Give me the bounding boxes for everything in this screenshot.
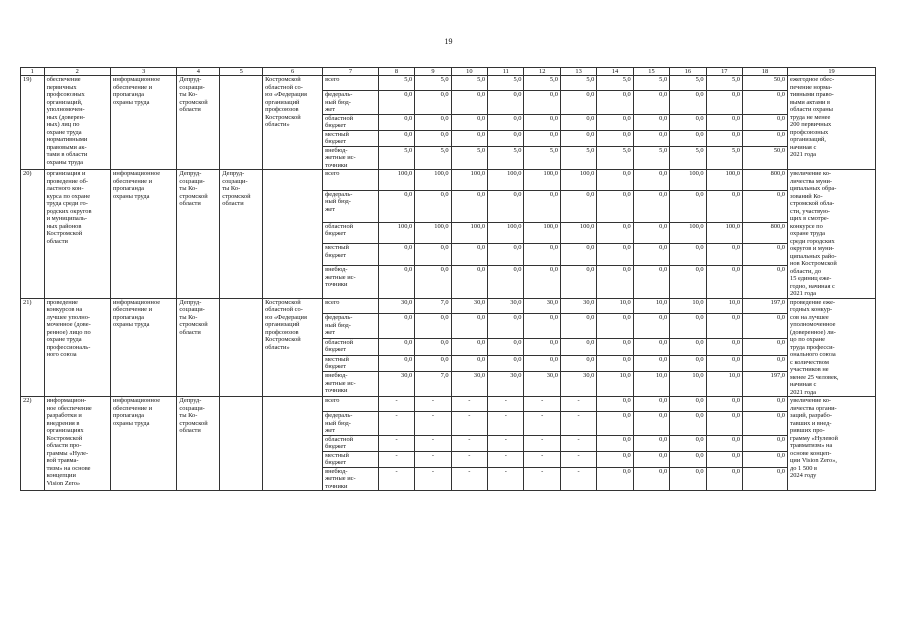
amount-cell: 0,0 bbox=[488, 244, 524, 266]
amount-cell: 0,0 bbox=[633, 314, 669, 339]
amount-cell: 0,0 bbox=[743, 451, 788, 467]
amount-cell: 0,0 bbox=[597, 130, 633, 146]
amount-cell: 0,0 bbox=[597, 451, 633, 467]
amount-cell: 10,0 bbox=[597, 298, 633, 314]
amount-cell: 30,0 bbox=[488, 298, 524, 314]
amount-cell: 0,0 bbox=[378, 190, 414, 222]
amount-cell: 100,0 bbox=[378, 222, 414, 244]
amount-cell: 100,0 bbox=[524, 170, 560, 191]
header-cell: 3 bbox=[110, 68, 176, 76]
amount-cell: 0,0 bbox=[706, 467, 742, 491]
amount-cell: - bbox=[378, 467, 414, 491]
amount-cell: 100,0 bbox=[560, 170, 596, 191]
amount-cell: 0,0 bbox=[524, 355, 560, 372]
item-number-cell: 22) bbox=[21, 397, 45, 491]
amount-cell: 100,0 bbox=[524, 222, 560, 244]
amount-cell: 0,0 bbox=[451, 114, 487, 130]
amount-cell: 0,0 bbox=[706, 435, 742, 451]
header-cell: 7 bbox=[323, 68, 379, 76]
amount-cell: 0,0 bbox=[378, 314, 414, 339]
amount-cell: 0,0 bbox=[597, 244, 633, 266]
amount-cell: - bbox=[415, 412, 451, 436]
amount-cell: 800,0 bbox=[743, 222, 788, 244]
header-cell: 6 bbox=[263, 68, 323, 76]
funding-source-cell: федераль- ный бюд- жет bbox=[323, 91, 379, 115]
funding-source-cell: местный бюджет bbox=[323, 355, 379, 372]
amount-cell: 0,0 bbox=[670, 412, 706, 436]
header-cell: 19 bbox=[788, 68, 876, 76]
amount-cell: 0,0 bbox=[670, 435, 706, 451]
amount-cell: 10,0 bbox=[633, 298, 669, 314]
funding-source-cell: местный бюджет bbox=[323, 130, 379, 146]
amount-cell: 0,0 bbox=[633, 467, 669, 491]
amount-cell: 100,0 bbox=[706, 222, 742, 244]
amount-cell: 100,0 bbox=[378, 170, 414, 191]
amount-cell: 0,0 bbox=[743, 114, 788, 130]
amount-cell: 0,0 bbox=[633, 222, 669, 244]
amount-cell: 30,0 bbox=[378, 298, 414, 314]
amount-cell: 0,0 bbox=[597, 412, 633, 436]
item-number-cell: 19) bbox=[21, 76, 45, 170]
funding-source-cell: федераль- ный бюд- жет bbox=[323, 412, 379, 436]
amount-cell: 0,0 bbox=[633, 114, 669, 130]
amount-cell: 0,0 bbox=[560, 355, 596, 372]
amount-cell: - bbox=[488, 412, 524, 436]
amount-cell: 0,0 bbox=[597, 170, 633, 191]
item-number-cell: 20) bbox=[21, 170, 45, 299]
amount-cell: - bbox=[560, 467, 596, 491]
amount-cell: 5,0 bbox=[378, 76, 414, 91]
amount-cell: 0,0 bbox=[415, 314, 451, 339]
amount-cell: 10,0 bbox=[706, 372, 742, 397]
amount-cell: 0,0 bbox=[415, 190, 451, 222]
amount-cell: 100,0 bbox=[560, 222, 596, 244]
amount-cell: 0,0 bbox=[706, 355, 742, 372]
table-header bbox=[21, 68, 876, 76]
amount-cell: 0,0 bbox=[488, 91, 524, 115]
funding-source-cell: областной бюджет bbox=[323, 114, 379, 130]
amount-cell: 0,0 bbox=[560, 338, 596, 355]
amount-cell: 0,0 bbox=[743, 355, 788, 372]
amount-cell: 5,0 bbox=[706, 76, 742, 91]
amount-cell: 100,0 bbox=[415, 222, 451, 244]
header-cell: 18 bbox=[743, 68, 788, 76]
funding-source-cell: областной бюджет bbox=[323, 222, 379, 244]
amount-cell: 100,0 bbox=[670, 170, 706, 191]
amount-cell: 0,0 bbox=[670, 190, 706, 222]
amount-cell: 0,0 bbox=[633, 130, 669, 146]
funding-source-cell: всего bbox=[323, 397, 379, 412]
amount-cell: 0,0 bbox=[670, 467, 706, 491]
amount-cell: 0,0 bbox=[633, 451, 669, 467]
co-executor-cell bbox=[220, 397, 263, 491]
header-cell: 4 bbox=[177, 68, 220, 76]
amount-cell: 0,0 bbox=[560, 190, 596, 222]
amount-cell: 197,0 bbox=[743, 298, 788, 314]
amount-cell: - bbox=[524, 435, 560, 451]
amount-cell: 0,0 bbox=[597, 338, 633, 355]
amount-cell: 5,0 bbox=[451, 76, 487, 91]
header-cell: 17 bbox=[706, 68, 742, 76]
amount-cell: - bbox=[524, 451, 560, 467]
table-body bbox=[21, 76, 876, 491]
amount-cell: 0,0 bbox=[597, 114, 633, 130]
amount-cell: 0,0 bbox=[488, 190, 524, 222]
amount-cell: 30,0 bbox=[451, 372, 487, 397]
amount-cell: - bbox=[560, 435, 596, 451]
amount-cell: 0,0 bbox=[597, 91, 633, 115]
amount-cell: 0,0 bbox=[670, 338, 706, 355]
participant-cell: Костромской областной со- юз «Федерация организаций профсоюзов Костромской области» bbox=[263, 298, 323, 397]
amount-cell: - bbox=[451, 397, 487, 412]
header-cell: 10 bbox=[451, 68, 487, 76]
amount-cell: 0,0 bbox=[743, 266, 788, 298]
funding-source-cell: всего bbox=[323, 76, 379, 91]
amount-cell: 0,0 bbox=[670, 114, 706, 130]
amount-cell: 0,0 bbox=[597, 467, 633, 491]
header-row bbox=[21, 68, 876, 76]
amount-cell: 10,0 bbox=[706, 298, 742, 314]
amount-cell: 0,0 bbox=[524, 244, 560, 266]
amount-cell: 0,0 bbox=[633, 355, 669, 372]
amount-cell: 100,0 bbox=[451, 222, 487, 244]
amount-cell: 0,0 bbox=[670, 91, 706, 115]
amount-cell: - bbox=[451, 412, 487, 436]
amount-cell: - bbox=[488, 467, 524, 491]
amount-cell: 0,0 bbox=[451, 190, 487, 222]
amount-cell: 5,0 bbox=[670, 146, 706, 170]
amount-cell: 0,0 bbox=[597, 314, 633, 339]
amount-cell: 5,0 bbox=[597, 146, 633, 170]
table-row bbox=[21, 170, 876, 191]
amount-cell: 0,0 bbox=[378, 114, 414, 130]
amount-cell: 0,0 bbox=[597, 355, 633, 372]
funding-source-cell: внебюд- жетные ис- точники bbox=[323, 146, 379, 170]
amount-cell: 0,0 bbox=[706, 338, 742, 355]
funding-source-cell: областной бюджет bbox=[323, 338, 379, 355]
amount-cell: 30,0 bbox=[451, 298, 487, 314]
amount-cell: 0,0 bbox=[560, 114, 596, 130]
amount-cell: 0,0 bbox=[378, 244, 414, 266]
responsible-executor-cell: Депруд- соцзащи- ты Ко- стромской области bbox=[177, 170, 220, 299]
amount-cell: 0,0 bbox=[524, 266, 560, 298]
amount-cell: - bbox=[415, 451, 451, 467]
amount-cell: - bbox=[415, 467, 451, 491]
amount-cell: 100,0 bbox=[488, 222, 524, 244]
amount-cell: 0,0 bbox=[633, 435, 669, 451]
amount-cell: 0,0 bbox=[670, 355, 706, 372]
amount-cell: 5,0 bbox=[451, 146, 487, 170]
funding-source-cell: всего bbox=[323, 298, 379, 314]
amount-cell: 0,0 bbox=[670, 451, 706, 467]
responsible-executor-cell: Депруд- соцзащи- ты Ко- стромской области bbox=[177, 298, 220, 397]
amount-cell: 0,0 bbox=[706, 266, 742, 298]
amount-cell: 0,0 bbox=[706, 314, 742, 339]
amount-cell: - bbox=[451, 435, 487, 451]
amount-cell: 0,0 bbox=[488, 114, 524, 130]
amount-cell: 5,0 bbox=[524, 76, 560, 91]
amount-cell: 0,0 bbox=[633, 412, 669, 436]
amount-cell: 5,0 bbox=[633, 146, 669, 170]
amount-cell: 100,0 bbox=[451, 170, 487, 191]
expected-result-cell: увеличение ко- личества органи- заций, разрабо- тавших и внед- ривших про- грамму «Нулевой травматизм» на основе концеп- ции Vision Zero», до 1 500 в 2024 году bbox=[788, 397, 876, 491]
amount-cell: 5,0 bbox=[560, 146, 596, 170]
co-executor-cell: Депруд- соцзащи- ты Ко- стромской области bbox=[220, 170, 263, 299]
amount-cell: 100,0 bbox=[670, 222, 706, 244]
header-cell: 1 bbox=[21, 68, 45, 76]
amount-cell: 0,0 bbox=[743, 435, 788, 451]
amount-cell: - bbox=[560, 412, 596, 436]
amount-cell: 0,0 bbox=[415, 130, 451, 146]
amount-cell: 197,0 bbox=[743, 372, 788, 397]
amount-cell: 5,0 bbox=[415, 76, 451, 91]
amount-cell: 0,0 bbox=[378, 338, 414, 355]
amount-cell: 0,0 bbox=[378, 91, 414, 115]
task-cell: информационное обеспечение и пропаганда охраны труда bbox=[110, 298, 176, 397]
amount-cell: 0,0 bbox=[524, 91, 560, 115]
amount-cell: 0,0 bbox=[633, 170, 669, 191]
header-cell: 8 bbox=[378, 68, 414, 76]
amount-cell: 0,0 bbox=[415, 338, 451, 355]
amount-cell: - bbox=[488, 397, 524, 412]
amount-cell: 0,0 bbox=[743, 467, 788, 491]
amount-cell: 0,0 bbox=[633, 338, 669, 355]
amount-cell: 30,0 bbox=[524, 372, 560, 397]
amount-cell: 0,0 bbox=[743, 314, 788, 339]
amount-cell: 0,0 bbox=[670, 314, 706, 339]
amount-cell: 0,0 bbox=[415, 355, 451, 372]
amount-cell: 0,0 bbox=[451, 266, 487, 298]
amount-cell: 10,0 bbox=[670, 372, 706, 397]
header-cell: 2 bbox=[44, 68, 110, 76]
amount-cell: 5,0 bbox=[415, 146, 451, 170]
amount-cell: 0,0 bbox=[706, 130, 742, 146]
table-row bbox=[21, 76, 876, 91]
amount-cell: 0,0 bbox=[706, 91, 742, 115]
amount-cell: 0,0 bbox=[524, 190, 560, 222]
header-cell: 14 bbox=[597, 68, 633, 76]
amount-cell: - bbox=[451, 451, 487, 467]
amount-cell: 7,0 bbox=[415, 298, 451, 314]
amount-cell: 0,0 bbox=[415, 244, 451, 266]
program-table bbox=[20, 67, 876, 491]
amount-cell: 50,0 bbox=[743, 76, 788, 91]
amount-cell: 0,0 bbox=[560, 244, 596, 266]
item-number-cell: 21) bbox=[21, 298, 45, 397]
funding-source-cell: федераль- ный бюд- жет bbox=[323, 190, 379, 222]
amount-cell: 0,0 bbox=[378, 266, 414, 298]
amount-cell: 0,0 bbox=[451, 130, 487, 146]
amount-cell: 0,0 bbox=[633, 190, 669, 222]
amount-cell: 0,0 bbox=[743, 190, 788, 222]
amount-cell: 0,0 bbox=[378, 130, 414, 146]
amount-cell: 0,0 bbox=[415, 266, 451, 298]
amount-cell: 5,0 bbox=[488, 76, 524, 91]
amount-cell: 0,0 bbox=[670, 266, 706, 298]
amount-cell: - bbox=[560, 451, 596, 467]
amount-cell: 0,0 bbox=[415, 91, 451, 115]
amount-cell: - bbox=[524, 412, 560, 436]
expected-result-cell: проведение еже- годных конкур- сов на лучшее уполномоченное (доверенное) ли- цо по охране труда професси- онального союза с количеством участников не менее 25 человек, начиная с 2021 года bbox=[788, 298, 876, 397]
amount-cell: 30,0 bbox=[524, 298, 560, 314]
amount-cell: 0,0 bbox=[597, 222, 633, 244]
amount-cell: - bbox=[378, 451, 414, 467]
amount-cell: 100,0 bbox=[706, 170, 742, 191]
funding-source-cell: внебюд- жетные ис- точники bbox=[323, 467, 379, 491]
amount-cell: 0,0 bbox=[597, 397, 633, 412]
amount-cell: - bbox=[524, 397, 560, 412]
amount-cell: 0,0 bbox=[706, 397, 742, 412]
activity-name-cell: организация и проведение об- ластного кон- курса по охране труда среди го- родских округов и муниципаль- ных районов Костромской области bbox=[44, 170, 110, 299]
amount-cell: 30,0 bbox=[488, 372, 524, 397]
activity-name-cell: информацион- ное обеспечение разработки и внедрения в организациях Костромской области про- граммы «Нуле- вой травма- тизм» на основе концепции Vision Zero» bbox=[44, 397, 110, 491]
task-cell: информационное обеспечение и пропаганда охраны труда bbox=[110, 397, 176, 491]
amount-cell: 5,0 bbox=[560, 76, 596, 91]
amount-cell: 5,0 bbox=[524, 146, 560, 170]
amount-cell: 0,0 bbox=[706, 412, 742, 436]
activity-name-cell: обеспечение первичных профсоюзных организаций, уполномочен- ных (доверен- ных) лиц по охране труда нормативными правовыми ак- тами в области охраны труда bbox=[44, 76, 110, 170]
co-executor-cell bbox=[220, 298, 263, 397]
amount-cell: 10,0 bbox=[670, 298, 706, 314]
amount-cell: 5,0 bbox=[488, 146, 524, 170]
amount-cell: 0,0 bbox=[633, 244, 669, 266]
amount-cell: 0,0 bbox=[670, 244, 706, 266]
amount-cell: 0,0 bbox=[415, 114, 451, 130]
participant-cell bbox=[263, 170, 323, 299]
amount-cell: 0,0 bbox=[743, 397, 788, 412]
funding-source-cell: федераль- ный бюд- жет bbox=[323, 314, 379, 339]
amount-cell: 0,0 bbox=[451, 338, 487, 355]
funding-source-cell: внебюд- жетные ис- точники bbox=[323, 372, 379, 397]
task-cell: информационное обеспечение и пропаганда охраны труда bbox=[110, 76, 176, 170]
amount-cell: 0,0 bbox=[488, 314, 524, 339]
task-cell: информационное обеспечение и пропаганда охраны труда bbox=[110, 170, 176, 299]
participant-cell: Костромской областной со- юз «Федерация организаций профсоюзов Костромской области» bbox=[263, 76, 323, 170]
amount-cell: 0,0 bbox=[451, 314, 487, 339]
amount-cell: 0,0 bbox=[743, 338, 788, 355]
amount-cell: - bbox=[378, 435, 414, 451]
amount-cell: 0,0 bbox=[706, 114, 742, 130]
amount-cell: 0,0 bbox=[524, 114, 560, 130]
amount-cell: - bbox=[488, 435, 524, 451]
amount-cell: 0,0 bbox=[706, 244, 742, 266]
header-cell: 13 bbox=[560, 68, 596, 76]
amount-cell: 0,0 bbox=[743, 130, 788, 146]
funding-source-cell: местный бюджет bbox=[323, 451, 379, 467]
amount-cell: 0,0 bbox=[743, 91, 788, 115]
header-cell: 15 bbox=[633, 68, 669, 76]
amount-cell: - bbox=[378, 412, 414, 436]
amount-cell: 0,0 bbox=[633, 397, 669, 412]
header-cell: 11 bbox=[488, 68, 524, 76]
header-cell: 5 bbox=[220, 68, 263, 76]
amount-cell: 0,0 bbox=[560, 266, 596, 298]
amount-cell: 5,0 bbox=[670, 76, 706, 91]
amount-cell: 0,0 bbox=[378, 355, 414, 372]
amount-cell: 0,0 bbox=[706, 190, 742, 222]
amount-cell: 100,0 bbox=[415, 170, 451, 191]
amount-cell: 0,0 bbox=[743, 412, 788, 436]
expected-result-cell: увеличение ко- личества муни- ципальных обра- зований Ко- стромской обла- сти, участвую- щих в смотре- конкурсе по охране труда среди городских округов и муни- ципальных райо- нов Костромской области, до 15 единиц еже- годно, начиная с 2021 года bbox=[788, 170, 876, 299]
table-row bbox=[21, 298, 876, 314]
funding-source-cell: областной бюджет bbox=[323, 435, 379, 451]
amount-cell: 0,0 bbox=[451, 355, 487, 372]
amount-cell: - bbox=[488, 451, 524, 467]
amount-cell: - bbox=[560, 397, 596, 412]
amount-cell: 0,0 bbox=[451, 244, 487, 266]
amount-cell: 0,0 bbox=[560, 91, 596, 115]
amount-cell: 50,0 bbox=[743, 146, 788, 170]
amount-cell: - bbox=[415, 397, 451, 412]
amount-cell: 30,0 bbox=[560, 372, 596, 397]
amount-cell: 10,0 bbox=[597, 372, 633, 397]
amount-cell: 0,0 bbox=[524, 314, 560, 339]
amount-cell: 0,0 bbox=[524, 338, 560, 355]
participant-cell bbox=[263, 397, 323, 491]
amount-cell: 0,0 bbox=[488, 355, 524, 372]
expected-result-cell: ежегодное обес- печение норма- тивными право- выми актами в области охраны труда не менее 200 первичных профсоюзных организаций, начиная с 2021 года bbox=[788, 76, 876, 170]
funding-source-cell: внебюд- жетные ис- точники bbox=[323, 266, 379, 298]
amount-cell: 0,0 bbox=[451, 91, 487, 115]
co-executor-cell bbox=[220, 76, 263, 170]
funding-source-cell: всего bbox=[323, 170, 379, 191]
amount-cell: 0,0 bbox=[488, 266, 524, 298]
amount-cell: 0,0 bbox=[633, 91, 669, 115]
amount-cell: 5,0 bbox=[633, 76, 669, 91]
amount-cell: 5,0 bbox=[597, 76, 633, 91]
amount-cell: 0,0 bbox=[670, 130, 706, 146]
amount-cell: 30,0 bbox=[560, 298, 596, 314]
amount-cell: 30,0 bbox=[378, 372, 414, 397]
amount-cell: 5,0 bbox=[706, 146, 742, 170]
amount-cell: 0,0 bbox=[488, 130, 524, 146]
amount-cell: 0,0 bbox=[560, 130, 596, 146]
amount-cell: 0,0 bbox=[597, 266, 633, 298]
amount-cell: - bbox=[451, 467, 487, 491]
amount-cell: 0,0 bbox=[524, 130, 560, 146]
amount-cell: 10,0 bbox=[633, 372, 669, 397]
funding-source-cell: местный бюджет bbox=[323, 244, 379, 266]
header-cell: 12 bbox=[524, 68, 560, 76]
responsible-executor-cell: Депруд- соцзащи- ты Ко- стромской области bbox=[177, 76, 220, 170]
responsible-executor-cell: Депруд- соцзащи- ты Ко- стромской области bbox=[177, 397, 220, 491]
table-row bbox=[21, 397, 876, 412]
amount-cell: 0,0 bbox=[560, 314, 596, 339]
amount-cell: 7,0 bbox=[415, 372, 451, 397]
amount-cell: 0,0 bbox=[706, 451, 742, 467]
amount-cell: 0,0 bbox=[743, 244, 788, 266]
amount-cell: 0,0 bbox=[670, 397, 706, 412]
amount-cell: 0,0 bbox=[633, 266, 669, 298]
amount-cell: - bbox=[415, 435, 451, 451]
activity-name-cell: проведение конкурсов на лучшее уполно- моченное (дове- ренное) лицо по охране труда профессиональ- ного союза bbox=[44, 298, 110, 397]
amount-cell: 0,0 bbox=[597, 190, 633, 222]
amount-cell: 800,0 bbox=[743, 170, 788, 191]
amount-cell: 100,0 bbox=[488, 170, 524, 191]
amount-cell: 0,0 bbox=[597, 435, 633, 451]
header-cell: 9 bbox=[415, 68, 451, 76]
amount-cell: - bbox=[524, 467, 560, 491]
amount-cell: - bbox=[378, 397, 414, 412]
amount-cell: 0,0 bbox=[488, 338, 524, 355]
page-number: 19 bbox=[444, 37, 453, 46]
amount-cell: 5,0 bbox=[378, 146, 414, 170]
header-cell: 16 bbox=[670, 68, 706, 76]
